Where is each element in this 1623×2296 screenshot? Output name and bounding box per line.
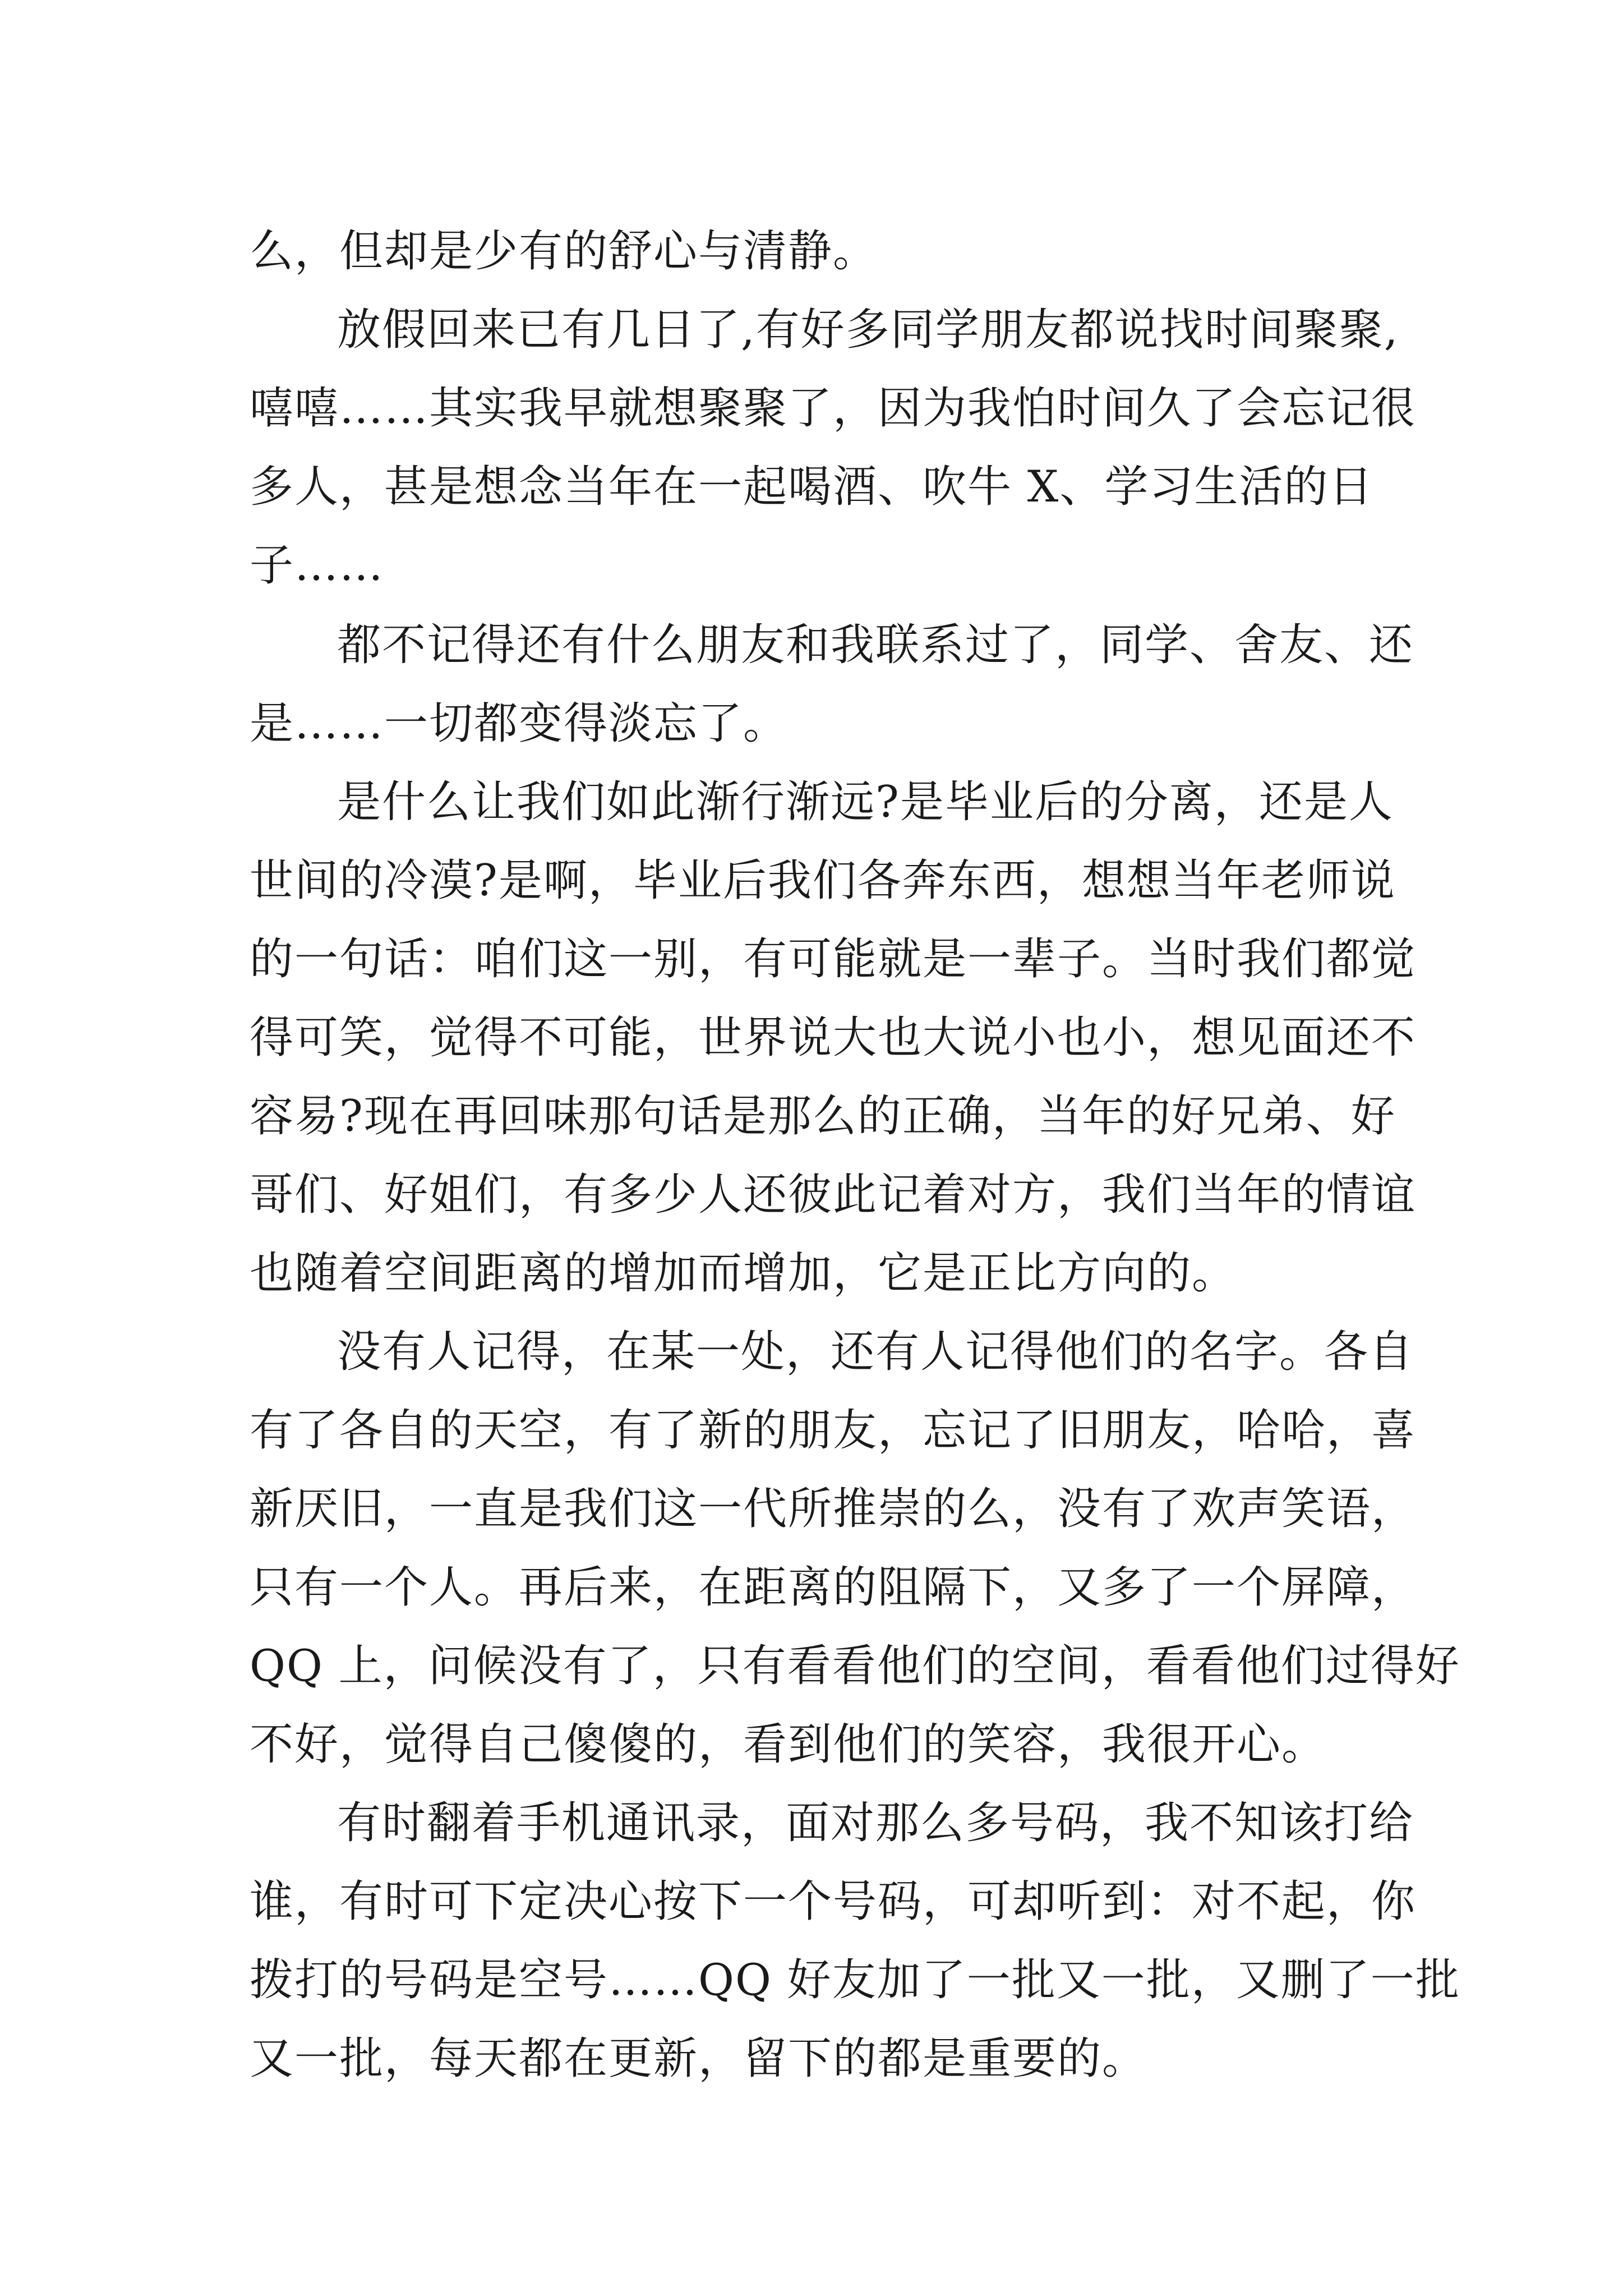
text-line: 是什么让我们如此渐行渐远?是毕业后的分离，还是人 xyxy=(337,777,1394,827)
text-line: 有时翻着手机通讯录，面对那么多号码，我不知该打给 xyxy=(337,1798,1414,1848)
text-line: 又一批，每天都在更新，留下的都是重要的。 xyxy=(250,2033,1147,2084)
text-line: 都不记得还有什么朋友和我联系过了，同学、舍友、还 xyxy=(337,620,1414,670)
text-line: 也随着空间距离的增加而增加，它是正比方向的。 xyxy=(250,1248,1237,1299)
text-line: 么，但却是少有的舒心与清静。 xyxy=(250,226,878,277)
text-line: 世间的冷漠?是啊，毕业后我们各奔东西，想想当年老师说 xyxy=(250,855,1396,906)
text-line: 谁，有时可下定决心按下一个号码，可却听到：对不起，你 xyxy=(250,1876,1417,1927)
text-line: 得可笑，觉得不可能，世界说大也大说小也小，想见面还不 xyxy=(250,1013,1417,1063)
text-line: 哥们、好姐们，有多少人还彼此记着对方，我们当年的情谊 xyxy=(250,1170,1417,1220)
text-line: 子…… xyxy=(250,540,385,591)
text-line: 的一句话：咱们这一别，有可能就是一辈子。当时我们都觉 xyxy=(250,934,1417,984)
text-line: 放假回来已有几日了,有好多同学朋友都说找时间聚聚, xyxy=(337,305,1399,355)
text-line: 有了各自的天空，有了新的朋友，忘记了旧朋友，哈哈，喜 xyxy=(250,1405,1417,1456)
text-line: 新厌旧，一直是我们这一代所推崇的么，没有了欢声笑语， xyxy=(250,1484,1417,1534)
text-line: 是……一切都变得淡忘了。 xyxy=(250,698,789,749)
text-line: QQ 上，问候没有了，只有看看他们的空间，看看他们过得好 xyxy=(250,1641,1460,1691)
text-line: 不好，觉得自己傻傻的，看到他们的笑容，我很开心。 xyxy=(250,1719,1327,1770)
text-line: 拨打的号码是空号……QQ 好友加了一批又一批，又删了一批 xyxy=(250,1955,1460,2005)
text-line: 嘻嘻……其实我早就想聚聚了，因为我怕时间久了会忘记很 xyxy=(250,383,1417,434)
text-line: 没有人记得，在某一处，还有人记得他们的名字。各自 xyxy=(337,1327,1414,1377)
text-line: 容易?现在再回味那句话是那么的正确，当年的好兄弟、好 xyxy=(250,1091,1396,1142)
text-line: 多人，甚是想念当年在一起喝酒、吹牛 X、学习生活的日 xyxy=(250,462,1374,512)
text-line: 只有一个人。再后来，在距离的阻隔下，又多了一个屏障， xyxy=(250,1562,1417,1613)
